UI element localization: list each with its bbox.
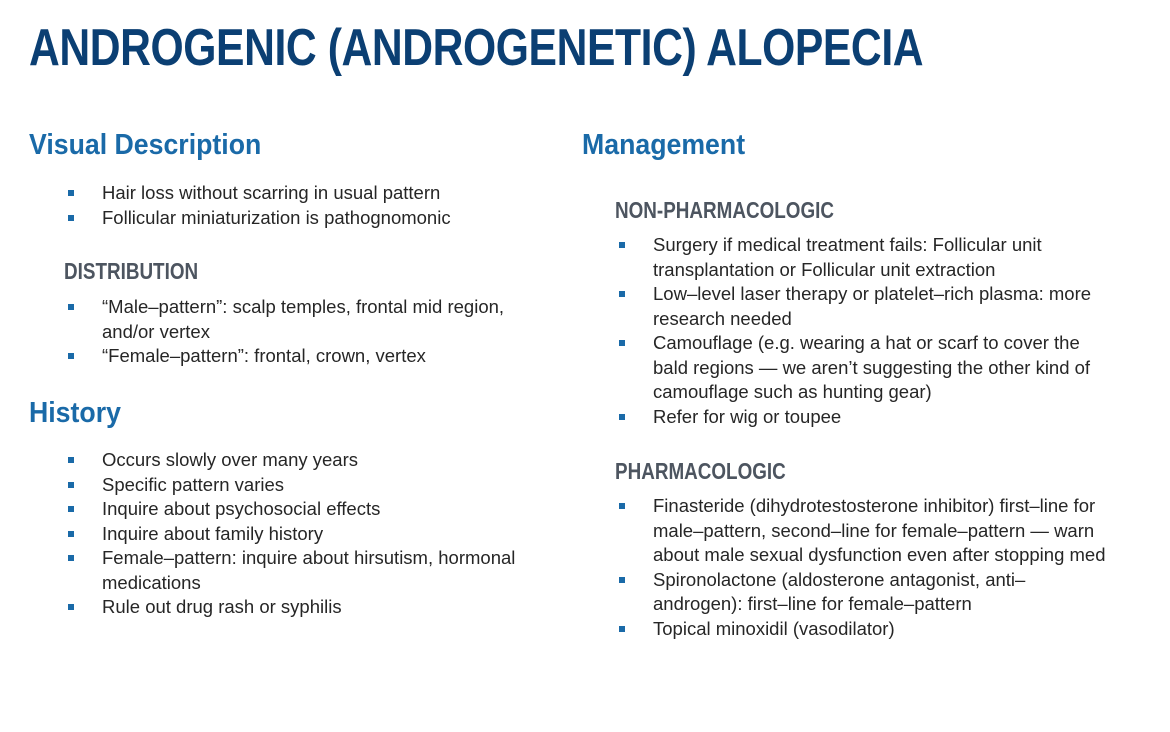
list-item xyxy=(617,331,1107,405)
non-pharmacologic-list xyxy=(617,233,1107,429)
list-item-text: “Male–pattern”: scalp temples, frontal mid region, and/or vertex xyxy=(102,296,505,342)
list-item xyxy=(66,595,536,620)
square-bullet-icon xyxy=(68,190,74,196)
list-item xyxy=(66,522,536,547)
pharmacologic-heading: PHARMACOLOGIC xyxy=(615,458,786,484)
distribution-heading: DISTRIBUTION xyxy=(64,258,199,284)
list-item xyxy=(66,448,536,473)
history-heading: History xyxy=(29,397,121,429)
list-item-text: Occurs slowly over many years xyxy=(102,449,358,470)
list-item xyxy=(66,181,536,206)
square-bullet-icon xyxy=(68,506,74,512)
list-item xyxy=(66,546,536,595)
list-item xyxy=(617,568,1107,617)
square-bullet-icon xyxy=(68,457,74,463)
list-item-text: Rule out drug rash or syphilis xyxy=(102,596,342,617)
square-bullet-icon xyxy=(619,503,625,509)
square-bullet-icon xyxy=(619,291,625,297)
square-bullet-icon xyxy=(68,353,74,359)
list-item-text: Female–pattern: inquire about hirsutism, hormonal medications xyxy=(102,547,516,593)
list-item-text: Topical minoxidil (vasodilator) xyxy=(653,617,895,639)
list-item xyxy=(617,282,1107,331)
list-item xyxy=(617,405,1107,430)
list-item-text: Hair loss without scarring in usual pattern xyxy=(102,182,441,203)
square-bullet-icon xyxy=(619,626,625,632)
list-item-text: Finasteride (dihydrotestosterone inhibitor) first–line for male–pattern, second–line for female–pattern — warn about male sexual dysfunction even after stopping med xyxy=(653,495,1106,565)
square-bullet-icon xyxy=(68,215,74,221)
list-item xyxy=(617,494,1107,568)
list-item xyxy=(617,233,1107,282)
pharmacologic-list xyxy=(617,494,1107,641)
square-bullet-icon xyxy=(619,242,625,248)
list-item-text: Specific pattern varies xyxy=(102,473,285,495)
list-item xyxy=(66,497,536,522)
list-item xyxy=(617,617,1107,642)
square-bullet-icon xyxy=(619,340,625,346)
list-item xyxy=(66,206,536,231)
list-item-text: Follicular miniaturization is pathognomonic xyxy=(102,206,451,228)
square-bullet-icon xyxy=(619,577,625,583)
list-item xyxy=(66,295,536,344)
list-item-text: “Female–pattern”: frontal, crown, vertex xyxy=(102,345,426,366)
list-item-text: Camouflage (e.g. wearing a hat or scarf to cover the bald regions — we aren’t suggesting the other kind of camouflage such as hunting gear) xyxy=(653,332,1091,402)
visual-description-heading: Visual Description xyxy=(29,129,262,161)
visual-description-list xyxy=(66,181,536,230)
list-item xyxy=(66,473,536,498)
square-bullet-icon xyxy=(68,531,74,537)
list-item xyxy=(66,344,536,369)
non-pharmacologic-heading: NON-PHARMACOLOGIC xyxy=(615,197,834,223)
list-item-text: Surgery if medical treatment fails: Follicular unit transplantation or Follicular unit extraction xyxy=(653,234,1042,280)
square-bullet-icon xyxy=(68,304,74,310)
list-item-text: Inquire about family history xyxy=(102,522,324,544)
square-bullet-icon xyxy=(619,414,625,420)
list-item-text: Low–level laser therapy or platelet–rich plasma: more research needed xyxy=(653,283,1092,329)
distribution-list xyxy=(66,295,536,369)
square-bullet-icon xyxy=(68,555,74,561)
page-title: ANDROGENIC (ANDROGENETIC) ALOPECIA xyxy=(29,19,924,77)
list-item-text: Spironolactone (aldosterone antagonist, anti–androgen): first–line for female–pattern xyxy=(653,568,1026,614)
history-list xyxy=(66,448,536,620)
list-item-text: Inquire about psychosocial effects xyxy=(102,498,381,519)
square-bullet-icon xyxy=(68,604,74,610)
square-bullet-icon xyxy=(68,482,74,488)
management-heading: Management xyxy=(582,129,746,161)
list-item-text: Refer for wig or toupee xyxy=(653,405,842,427)
